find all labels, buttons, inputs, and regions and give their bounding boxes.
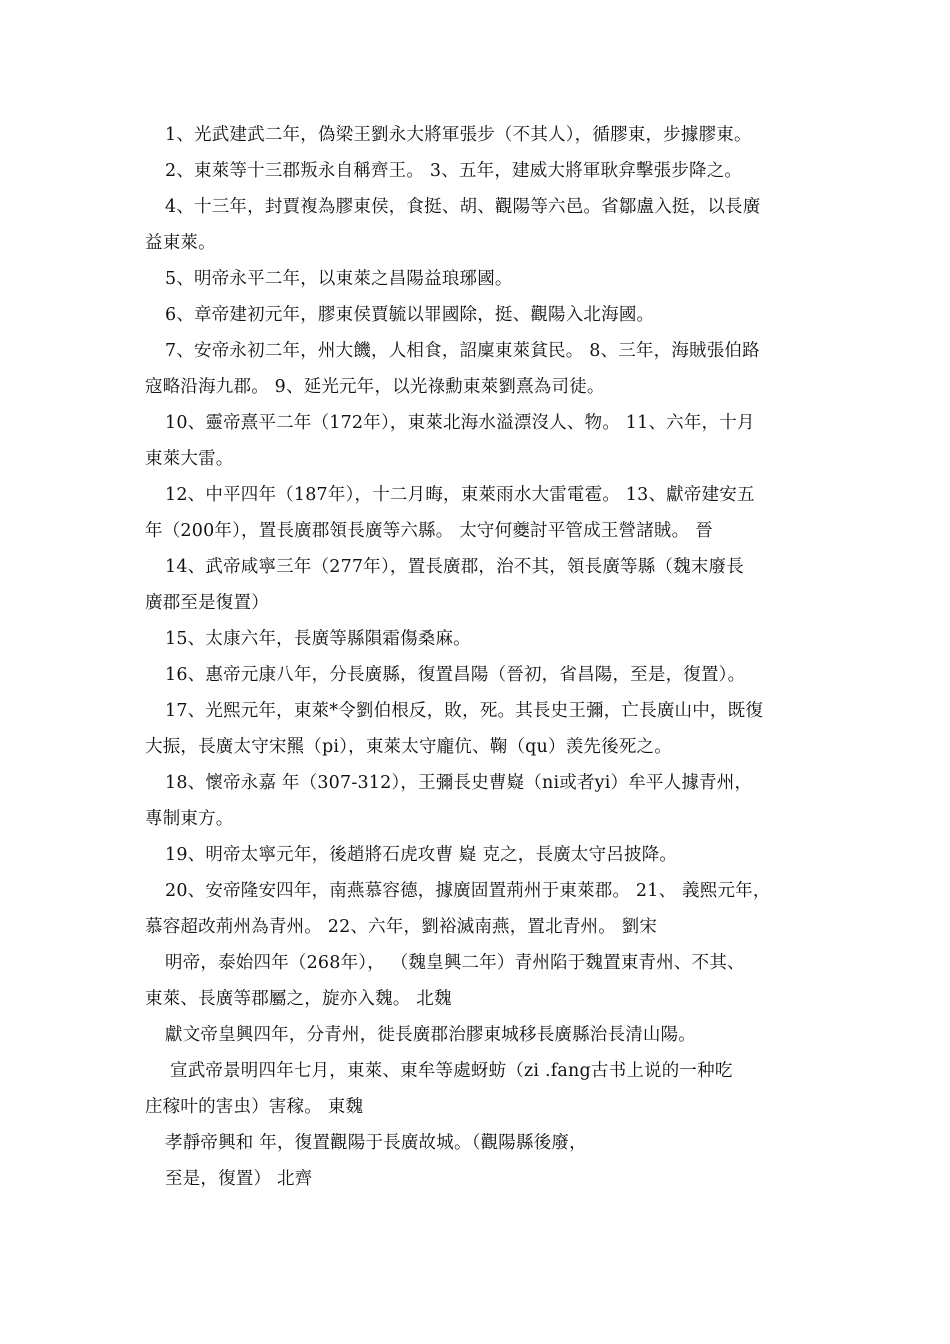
text-line: 19、明帝太寧元年，後趙將石虎攻曹 嶷 克之，長廣太守呂披降。 bbox=[165, 845, 678, 865]
text-line: 18、懷帝永嘉 年（307-312），王彌長史曹嶷（ni或者yi）牟平人據青州， bbox=[165, 773, 753, 793]
text-line: 16、惠帝元康八年，分長廣縣，復置昌陽（晉初，省昌陽，至是，復置）。 bbox=[165, 665, 746, 685]
text-line: 東萊、長廣等郡屬之，旋亦入魏。 北魏 bbox=[145, 989, 452, 1009]
text-line: 明帝，泰始四年（268年）， （魏皇興二年）青州陷于魏置東青州、不其、 bbox=[165, 953, 745, 973]
text-line: 1、光武建武二年，偽梁王劉永大將軍張步（不其人），循膠東，步據膠東。 bbox=[165, 125, 752, 145]
text-line: 至是，復置） 北齊 bbox=[165, 1169, 313, 1189]
text-line: 6、章帝建初元年，膠東侯賈毓以罪國除，挺、觀陽入北海國。 bbox=[165, 305, 655, 325]
text-line: 7、安帝永初二年，州大饑，人相食，詔廩東萊貧民。 8、三年，海賊張伯路 bbox=[165, 341, 760, 361]
text-line: 17、光熙元年，東萊*令劉伯根反，敗，死。其長史王彌，亡長廣山中，既復 bbox=[165, 701, 764, 721]
text-line: 2、東萊等十三郡叛永自稱齊王。 3、五年，建威大將軍耿弇擊張步降之。 bbox=[165, 161, 743, 181]
text-line: 4、十三年，封賈複為膠東侯，食挺、胡、觀陽等六邑。省鄒盧入挺，以長廣 bbox=[165, 197, 761, 217]
text-line: 庄稼叶的害虫）害稼。 東魏 bbox=[145, 1097, 364, 1117]
text-line: 廣郡至是復置） bbox=[145, 593, 269, 613]
text-line: 10、靈帝熹平二年（172年），東萊北海水溢漂沒人、物。 11、六年，十月 bbox=[165, 413, 755, 433]
text-line: 14、武帝咸寧三年（277年），置長廣郡，治不其，領長廣等縣（魏末廢長 bbox=[165, 557, 744, 577]
text-line: 東萊大雷。 bbox=[145, 449, 234, 469]
text-line: 慕容超改荊州為青州。 22、六年，劉裕滅南燕，置北青州。 劉宋 bbox=[145, 917, 658, 937]
text-line: 獻文帝皇興四年，分青州，徙長廣郡治膠東城移長廣縣治長清山陽。 bbox=[165, 1025, 696, 1045]
text-line: 15、太康六年，長廣等縣隕霜傷桑麻。 bbox=[165, 629, 471, 649]
text-line: 專制東方。 bbox=[145, 809, 234, 829]
text-line: 宣武帝景明四年七月，東萊、東牟等處蚜蚄（zi .fang古书上说的一种吃 bbox=[170, 1061, 733, 1081]
text-line: 20、安帝隆安四年，南燕慕容德，據廣固置荊州于東萊郡。 21、 義熙元年， bbox=[165, 881, 771, 901]
text-line: 寇略沿海九郡。 9、延光元年，以光祿勳東萊劉熹為司徒。 bbox=[145, 377, 605, 397]
text-line: 12、中平四年（187年），十二月晦，東萊雨水大雷電雹。 13、獻帝建安五 bbox=[165, 485, 755, 505]
text-line: 5、明帝永平二年，以東萊之昌陽益琅琊國。 bbox=[165, 269, 513, 289]
text-line: 孝靜帝興和 年，復置觀陽于長廣故城。（觀陽縣後廢， bbox=[165, 1133, 587, 1153]
text-line: 益東萊。 bbox=[145, 233, 216, 253]
text-line: 大振，長廣太守宋羆（pi），東萊太守龐伉、鞠（qu）羡先後死之。 bbox=[145, 737, 672, 757]
text-line: 年（200年），置長廣郡領長廣等六縣。 太守何夔討平管成王營諸賊。 晉 bbox=[145, 521, 713, 541]
